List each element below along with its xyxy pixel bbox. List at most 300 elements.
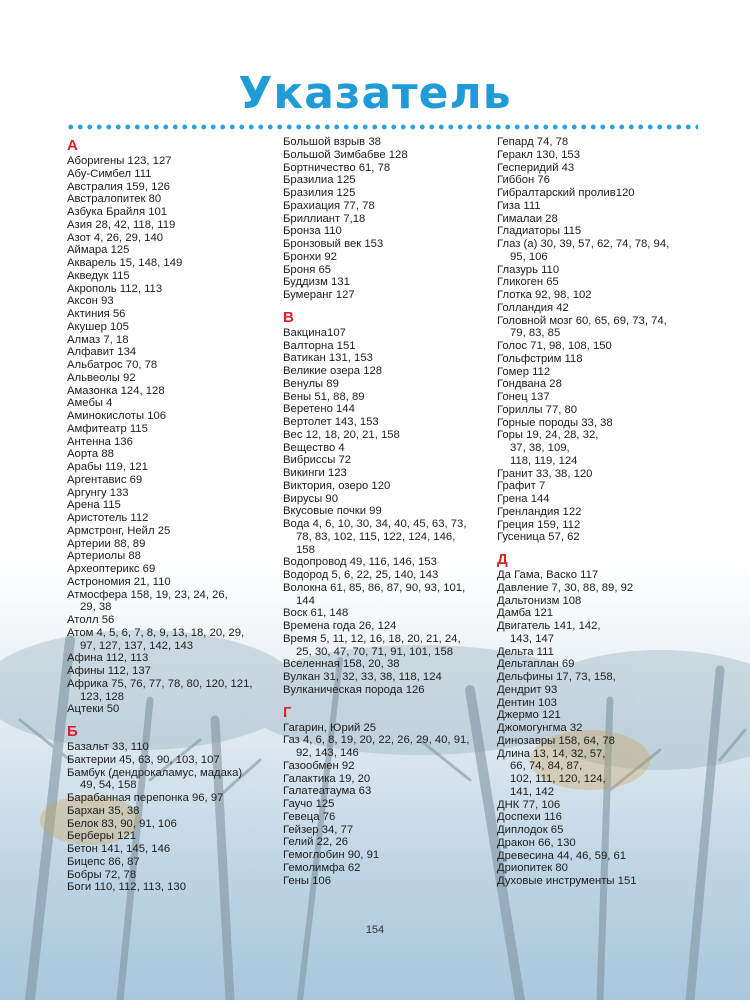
index-entry-text: Диплодок 65 bbox=[497, 824, 564, 836]
index-entry-text: Броня 65 bbox=[283, 263, 332, 276]
index-entry bbox=[283, 174, 493, 187]
index-entry-text: Длина 13, 14, 32, 57, bbox=[497, 747, 606, 760]
index-entry-continuation: 49, 54, 158 bbox=[80, 779, 137, 792]
index-entry-text: Армстронг, Нейл 25 bbox=[67, 524, 171, 537]
index-entry-text: Бразилия 125 bbox=[283, 187, 356, 199]
index-entry bbox=[283, 225, 493, 238]
index-entry bbox=[67, 525, 275, 538]
index-entry-text: Гранит 33, 38, 120 bbox=[497, 467, 593, 480]
index-entry-text: Аргентавис 69 bbox=[67, 473, 143, 486]
index-entry bbox=[497, 264, 707, 277]
index-entry bbox=[283, 569, 493, 582]
index-entry-text: Гонец 137 bbox=[497, 391, 550, 403]
index-entry bbox=[283, 607, 493, 620]
index-entry bbox=[497, 875, 707, 888]
index-entry bbox=[283, 238, 493, 251]
index-entry-text: Вертолет 143, 153 bbox=[283, 416, 379, 428]
index-entry-text: Артерии 88, 89 bbox=[67, 537, 146, 550]
index-entry-continuation: 144 bbox=[296, 594, 315, 607]
index-entry bbox=[497, 709, 707, 722]
index-entry-text: Давление 7, 30, 88, 89, 92 bbox=[497, 581, 634, 594]
index-entry bbox=[497, 213, 707, 226]
index-entry bbox=[67, 270, 275, 283]
index-entry bbox=[497, 735, 707, 748]
index-entry-text: Вселенная 158, 20, 38 bbox=[283, 658, 400, 671]
index-entry-text: Астрономия 21, 110 bbox=[67, 575, 171, 588]
section-letter: Б bbox=[67, 723, 78, 740]
index-entry-text: Гренландия 122 bbox=[497, 505, 582, 518]
index-entry-text: Амебы 4 bbox=[67, 397, 113, 410]
index-entry-text: Глазурь 110 bbox=[497, 263, 560, 276]
index-entry bbox=[283, 518, 493, 556]
index-entry bbox=[283, 378, 493, 391]
index-entry-text: Вода 4, 6, 10, 30, 34, 40, 45, 63, 73, bbox=[283, 518, 467, 530]
index-entry-text: Газообмен 92 bbox=[283, 759, 355, 772]
index-entry bbox=[497, 276, 707, 289]
index-column-1 bbox=[67, 136, 275, 894]
index-entry-text: Горы 19, 24, 28, 32, bbox=[497, 429, 599, 442]
index-entry-text: Аорта 88 bbox=[67, 448, 114, 461]
index-entry bbox=[283, 556, 493, 569]
index-entry bbox=[497, 799, 707, 812]
index-entry-text: Арена 115 bbox=[67, 499, 121, 512]
index-entry bbox=[67, 283, 275, 296]
section-letter: Г bbox=[283, 703, 292, 721]
index-entry bbox=[497, 315, 707, 341]
index-entry-text: Археоптерикс 69 bbox=[67, 563, 156, 575]
index-entry-text: Боги 110, 112, 113, 130 bbox=[67, 881, 186, 894]
index-section bbox=[283, 705, 493, 888]
index-entry bbox=[283, 187, 493, 200]
index-entry-text: Акрополь 112, 113 bbox=[67, 282, 163, 295]
index-entry bbox=[67, 474, 275, 487]
index-entry bbox=[283, 734, 493, 760]
index-entry-text: Дальтонизм 108 bbox=[497, 594, 582, 607]
index-entry bbox=[67, 193, 275, 206]
index-entry-text: Дельфины 17, 73, 158, bbox=[497, 671, 616, 683]
index-entry bbox=[283, 365, 493, 378]
index-entry-text: Виктория, озеро 120 bbox=[283, 479, 391, 492]
index-entry-text: Гаучо 125 bbox=[283, 798, 335, 810]
index-entry bbox=[283, 251, 493, 264]
index-entry bbox=[283, 454, 493, 467]
index-section bbox=[283, 136, 493, 302]
index-entry-text: Амазонка 124, 128 bbox=[67, 384, 165, 397]
index-entry-text: Дентин 103 bbox=[497, 696, 557, 709]
index-entry bbox=[283, 620, 493, 633]
index-entry-text: Бицепс 86, 87 bbox=[67, 855, 140, 868]
index-entry-continuation: 118, 119, 124 bbox=[510, 454, 578, 467]
index-entry bbox=[497, 811, 707, 824]
index-entry bbox=[67, 678, 275, 704]
index-entry-text: Аргунгу 133 bbox=[67, 486, 129, 499]
index-entry-text: Гиббон 76 bbox=[497, 174, 550, 187]
index-entry-text: Гольфстрим 118 bbox=[497, 352, 583, 365]
index-entry bbox=[67, 703, 275, 716]
index-entry-text: Австралопитек 80 bbox=[67, 193, 162, 206]
index-entry-text: Великие озера 128 bbox=[283, 365, 383, 377]
index-entry-text: Бархан 35, 38 bbox=[67, 804, 140, 817]
index-entry bbox=[497, 340, 707, 353]
index-entry-text: Дельтаплан 69 bbox=[497, 658, 575, 671]
index-entry-text: Аборигены 123, 127 bbox=[67, 155, 172, 167]
index-entry bbox=[283, 505, 493, 518]
index-entry bbox=[67, 244, 275, 257]
index-entry-text: Бумеранг 127 bbox=[283, 289, 355, 301]
index-entry-text: Газ 4, 6, 8, 19, 20, 22, 26, 29, 40, 91, bbox=[283, 734, 470, 747]
index-entry bbox=[497, 824, 707, 837]
index-entry-continuation: 158 bbox=[296, 543, 315, 556]
index-entry-text: Абу-Симбел 111 bbox=[67, 167, 152, 180]
index-entry-text: Амфитеатр 115 bbox=[67, 422, 148, 435]
index-entry bbox=[283, 760, 493, 773]
index-entry bbox=[497, 519, 707, 532]
index-entry bbox=[67, 843, 275, 856]
index-entry bbox=[283, 442, 493, 455]
index-entry-text: Ацтеки 50 bbox=[67, 703, 120, 716]
index-entry bbox=[283, 836, 493, 849]
index-entry-text: Дамба 121 bbox=[497, 607, 554, 620]
index-entry-text: Аймара 125 bbox=[67, 244, 130, 257]
index-entry-text: Венулы 89 bbox=[283, 377, 339, 390]
index-entry-text: Атолл 56 bbox=[67, 614, 115, 626]
index-entry bbox=[497, 378, 707, 391]
index-entry-text: Брахиация 77, 78 bbox=[283, 199, 375, 212]
index-entry-text: Глотка 92, 98, 102 bbox=[497, 289, 592, 301]
index-entry-text: Бриллиант 7,18 bbox=[283, 212, 366, 225]
index-entry bbox=[497, 353, 707, 366]
index-entry bbox=[283, 824, 493, 837]
index-entry bbox=[497, 187, 707, 200]
index-section bbox=[283, 310, 493, 697]
index-entry bbox=[497, 136, 707, 149]
index-entry-text: Викинги 123 bbox=[283, 467, 347, 479]
index-entry bbox=[283, 213, 493, 226]
index-entry-text: Голос 71, 98, 108, 150 bbox=[497, 340, 612, 352]
index-entry-text: Арабы 119, 121 bbox=[67, 461, 148, 473]
index-entry bbox=[67, 423, 275, 436]
index-entry-text: Базальт 33, 110 bbox=[67, 741, 149, 753]
index-entry-text: Австралия 159, 126 bbox=[67, 180, 170, 193]
index-section bbox=[497, 136, 707, 544]
index-entry-text: Бронза 110 bbox=[283, 225, 342, 238]
index-entry-text: Глаз (а) 30, 39, 57, 62, 74, 78, 94, bbox=[497, 238, 670, 250]
index-entry bbox=[283, 264, 493, 277]
index-entry bbox=[67, 168, 275, 181]
index-entry-text: Бронхи 92 bbox=[283, 250, 337, 263]
index-entry-text: Волокна 61, 85, 86, 87, 90, 93, 101, bbox=[283, 581, 466, 594]
index-entry bbox=[67, 830, 275, 843]
index-entry-text: Актиния 56 bbox=[67, 308, 126, 320]
index-entry bbox=[67, 206, 275, 219]
index-entry-text: Гималаи 28 bbox=[497, 212, 558, 225]
index-entry-text: Гладиаторы 115 bbox=[497, 225, 582, 238]
index-entry bbox=[283, 403, 493, 416]
index-entry-text: Афины 112, 137 bbox=[67, 665, 151, 677]
index-entry bbox=[497, 417, 707, 430]
index-entry bbox=[283, 480, 493, 493]
index-entry-text: Азот 4, 26, 29, 140 bbox=[67, 231, 164, 244]
index-entry bbox=[497, 480, 707, 493]
index-entry-text: Вкусовые почки 99 bbox=[283, 505, 382, 518]
index-entry-text: Да Гама, Васко 117 bbox=[497, 569, 599, 581]
index-entry-text: Головной мозг 60, 65, 69, 73, 74, bbox=[497, 314, 667, 327]
index-entry-text: Афина 112, 113 bbox=[67, 652, 149, 665]
index-entry-text: Гликоген 65 bbox=[497, 276, 559, 289]
index-entry bbox=[283, 582, 493, 608]
index-entry-text: ДНК 77, 106 bbox=[497, 798, 561, 811]
index-entry bbox=[283, 289, 493, 302]
index-entry bbox=[497, 404, 707, 417]
index-entry-text: Галактика 19, 20 bbox=[283, 772, 371, 785]
index-entry bbox=[497, 620, 707, 646]
index-entry-text: Вулкан 31, 32, 33, 38, 118, 124 bbox=[283, 671, 442, 683]
index-entry-text: Аминокислоты 106 bbox=[67, 410, 167, 422]
index-entry-continuation: 25, 30, 47, 70, 71, 91, 101, 158 bbox=[296, 645, 454, 658]
index-entry bbox=[67, 741, 275, 754]
index-entry bbox=[497, 302, 707, 315]
index-entry-text: Горные породы 33, 38 bbox=[497, 416, 613, 429]
index-entry-text: Вены 51, 88, 89 bbox=[283, 390, 365, 403]
index-entry-text: Дракон 66, 130 bbox=[497, 836, 576, 849]
index-entry-text: Гориллы 77, 80 bbox=[497, 403, 578, 416]
index-entry-text: Азбука Брайля 101 bbox=[67, 206, 168, 218]
index-entry bbox=[283, 785, 493, 798]
index-entry-continuation: 37, 38, 109, bbox=[510, 442, 570, 454]
index-entry bbox=[283, 352, 493, 365]
index-entry bbox=[283, 811, 493, 824]
index-entry-text: Валторна 151 bbox=[283, 339, 356, 352]
index-entry bbox=[497, 862, 707, 875]
index-entry bbox=[497, 582, 707, 595]
index-entry bbox=[67, 321, 275, 334]
index-entry bbox=[283, 633, 493, 659]
index-entry-continuation: 102, 111, 120, 124, bbox=[510, 773, 606, 785]
index-entry bbox=[283, 493, 493, 506]
index-entry-text: Бортничество 61, 78 bbox=[283, 161, 391, 174]
index-entry-continuation: 92, 143, 146 bbox=[296, 747, 359, 759]
index-entry bbox=[497, 200, 707, 213]
index-entry bbox=[67, 767, 275, 793]
index-entry bbox=[67, 410, 275, 423]
index-entry-text: Джомогунгма 32 bbox=[497, 722, 583, 734]
index-entry-continuation: 29, 38 bbox=[80, 601, 112, 614]
index-entry bbox=[497, 646, 707, 659]
index-entry-text: Бронзовый век 153 bbox=[283, 238, 384, 250]
index-entry bbox=[283, 862, 493, 875]
index-entry-continuation: 143, 147 bbox=[510, 632, 554, 645]
index-entry-text: Дендрит 93 bbox=[497, 683, 558, 696]
index-entry bbox=[67, 881, 275, 894]
index-entry-continuation: 78, 83, 102, 115, 122, 124, 146, bbox=[296, 530, 456, 543]
index-entry bbox=[283, 162, 493, 175]
index-entry bbox=[283, 658, 493, 671]
index-entry-text: Африка 75, 76, 77, 78, 80, 120, 121, bbox=[67, 677, 253, 690]
index-entry bbox=[67, 805, 275, 818]
page-number: 154 bbox=[365, 924, 385, 936]
index-entry bbox=[283, 136, 493, 149]
index-entry-text: Гемоглобин 90, 91 bbox=[283, 849, 380, 861]
index-entry-text: Гевеца 76 bbox=[283, 810, 336, 823]
index-entry bbox=[497, 837, 707, 850]
index-entry bbox=[283, 849, 493, 862]
index-entry bbox=[67, 487, 275, 500]
index-entry-text: Джермо 121 bbox=[497, 709, 561, 722]
index-entry-text: Гейзер 34, 77 bbox=[283, 823, 354, 836]
index-entry bbox=[67, 869, 275, 882]
index-entry-text: Акварель 15, 148, 149 bbox=[67, 257, 183, 269]
index-entry bbox=[67, 372, 275, 385]
index-entry bbox=[497, 429, 707, 467]
index-entry-text: Атом 4, 5, 6, 7, 8, 9, 13, 18, 20, 29, bbox=[67, 626, 245, 639]
index-entry bbox=[283, 416, 493, 429]
index-entry-text: Вес 12, 18, 20, 21, 158 bbox=[283, 428, 400, 441]
index-entry-text: Ватикан 131, 153 bbox=[283, 352, 373, 365]
index-entry bbox=[67, 589, 275, 615]
index-entry-text: Берберы 121 bbox=[67, 830, 136, 843]
index-entry-text: Гомер 112 bbox=[497, 365, 551, 378]
index-entry bbox=[283, 200, 493, 213]
index-entry-text: Аристотель 112 bbox=[67, 512, 149, 524]
index-entry bbox=[283, 327, 493, 340]
index-entry bbox=[67, 181, 275, 194]
index-entry bbox=[67, 397, 275, 410]
index-entry bbox=[497, 238, 707, 264]
index-entry-text: Атмосфера 158, 19, 23, 24, 26, bbox=[67, 588, 228, 601]
index-entry bbox=[67, 818, 275, 831]
index-entry-text: Вирусы 90 bbox=[283, 492, 338, 505]
index-entry-text: Веретено 144 bbox=[283, 403, 355, 416]
index-entry bbox=[497, 225, 707, 238]
index-entry bbox=[497, 748, 707, 799]
index-entry-text: Бразилиа 125 bbox=[283, 174, 356, 187]
index-entry-text: Акушер 105 bbox=[67, 320, 129, 333]
index-entry bbox=[67, 308, 275, 321]
index-entry-text: Времена года 26, 124 bbox=[283, 620, 397, 632]
index-entry bbox=[497, 697, 707, 710]
index-entry-text: Древесина 44, 46, 59, 61 bbox=[497, 849, 627, 862]
index-entry-continuation: 95, 106 bbox=[510, 250, 548, 263]
index-entry-text: Динозавры 158, 64, 78 bbox=[497, 734, 615, 747]
index-entry-continuation: 123, 128 bbox=[80, 690, 124, 703]
index-entry-text: Водород 5, 6, 22, 25, 140, 143 bbox=[283, 569, 439, 581]
index-entry bbox=[497, 722, 707, 735]
index-entry bbox=[67, 257, 275, 270]
index-entry bbox=[497, 391, 707, 404]
index-entry bbox=[67, 155, 275, 168]
index-entry bbox=[283, 391, 493, 404]
index-entry bbox=[67, 754, 275, 767]
index-entry bbox=[497, 684, 707, 697]
index-entry-text: Большой взрыв 38 bbox=[283, 136, 381, 148]
index-entry-text: Гиза 111 bbox=[497, 199, 541, 212]
index-entry bbox=[497, 506, 707, 519]
index-entry-text: Вулканическая порода 126 bbox=[283, 683, 425, 696]
page-title: Указатель bbox=[238, 68, 512, 119]
index-entry-text: Геракл 130, 153 bbox=[497, 148, 580, 161]
index-entry-text: Бобры 72, 78 bbox=[67, 868, 137, 881]
index-entry-text: Доспехи 116 bbox=[497, 811, 562, 824]
index-entry-text: Альвеолы 92 bbox=[67, 371, 136, 384]
index-entry-text: Буддизм 131 bbox=[283, 276, 350, 289]
index-entry bbox=[497, 493, 707, 506]
section-letter: В bbox=[283, 308, 294, 326]
index-entry-text: Гесперидий 43 bbox=[497, 161, 575, 174]
index-entry-continuation: 79, 83, 85 bbox=[510, 327, 561, 340]
index-entry bbox=[497, 531, 707, 544]
index-entry-text: Дриопитек 80 bbox=[497, 862, 568, 875]
index-section bbox=[67, 138, 275, 716]
index-entry bbox=[283, 875, 493, 888]
index-entry bbox=[67, 385, 275, 398]
section-letter: Д bbox=[497, 551, 508, 568]
index-entry bbox=[283, 429, 493, 442]
index-entry bbox=[283, 340, 493, 353]
index-entry-text: Белок 83, 90, 91, 106 bbox=[67, 817, 177, 830]
index-entry bbox=[67, 499, 275, 512]
index-entry-text: Альбатрос 70, 78 bbox=[67, 359, 158, 371]
index-entry-text: Азия 28, 42, 118, 119 bbox=[67, 218, 176, 231]
index-column-3 bbox=[497, 136, 707, 888]
index-entry-text: Время 5, 11, 12, 16, 18, 20, 21, 24, bbox=[283, 632, 461, 645]
index-entry-text: Вакцина107 bbox=[283, 326, 346, 339]
index-entry bbox=[67, 448, 275, 461]
index-entry bbox=[283, 671, 493, 684]
index-entry-continuation: 66, 74, 84, 87, bbox=[510, 760, 583, 773]
index-entry bbox=[497, 671, 707, 684]
index-entry-text: Бетон 141, 145, 146 bbox=[67, 843, 171, 855]
index-entry-text: Бактерии 45, 63, 90, 103, 107 bbox=[67, 753, 220, 766]
index-entry bbox=[67, 219, 275, 232]
section-letter: А bbox=[67, 137, 78, 154]
index-entry bbox=[67, 614, 275, 627]
index-entry bbox=[67, 576, 275, 589]
index-entry bbox=[283, 773, 493, 786]
index-entry bbox=[67, 550, 275, 563]
dotted-divider bbox=[66, 124, 698, 130]
index-entry-text: Гелий 22, 26 bbox=[283, 836, 349, 849]
index-entry bbox=[67, 346, 275, 359]
index-entry-text: Дельта 111 bbox=[497, 645, 554, 658]
index-entry bbox=[497, 468, 707, 481]
index-entry bbox=[67, 652, 275, 665]
index-section bbox=[67, 724, 275, 894]
index-entry-text: Духовые инструменты 151 bbox=[497, 875, 637, 887]
index-entry-text: Алмаз 7, 18 bbox=[67, 333, 129, 346]
index-entry-text: Вещество 4 bbox=[283, 441, 345, 454]
index-entry bbox=[67, 563, 275, 576]
index-entry bbox=[497, 366, 707, 379]
index-entry bbox=[497, 569, 707, 582]
index-entry bbox=[497, 595, 707, 608]
index-entry-text: Алфавит 134 bbox=[67, 346, 137, 359]
index-entry bbox=[283, 722, 493, 735]
index-entry-text: Антенна 136 bbox=[67, 435, 133, 448]
index-entry-text: Бамбук (дендрокаламус, мадака) bbox=[67, 766, 243, 779]
index-entry-text: Гены 106 bbox=[283, 874, 331, 887]
index-column-2 bbox=[283, 136, 493, 887]
index-entry bbox=[497, 607, 707, 620]
index-entry-continuation: 141, 142 bbox=[510, 785, 554, 798]
index-entry-text: Галатеатаума 63 bbox=[283, 785, 372, 798]
index-entry bbox=[67, 627, 275, 653]
index-entry-text: Водопровод 49, 116, 146, 153 bbox=[283, 556, 437, 569]
index-entry-text: Артериолы 88 bbox=[67, 550, 141, 563]
index-entry bbox=[497, 658, 707, 671]
index-entry-text: Большой Зимбабве 128 bbox=[283, 148, 408, 161]
index-entry bbox=[67, 665, 275, 678]
index-entry bbox=[67, 359, 275, 372]
